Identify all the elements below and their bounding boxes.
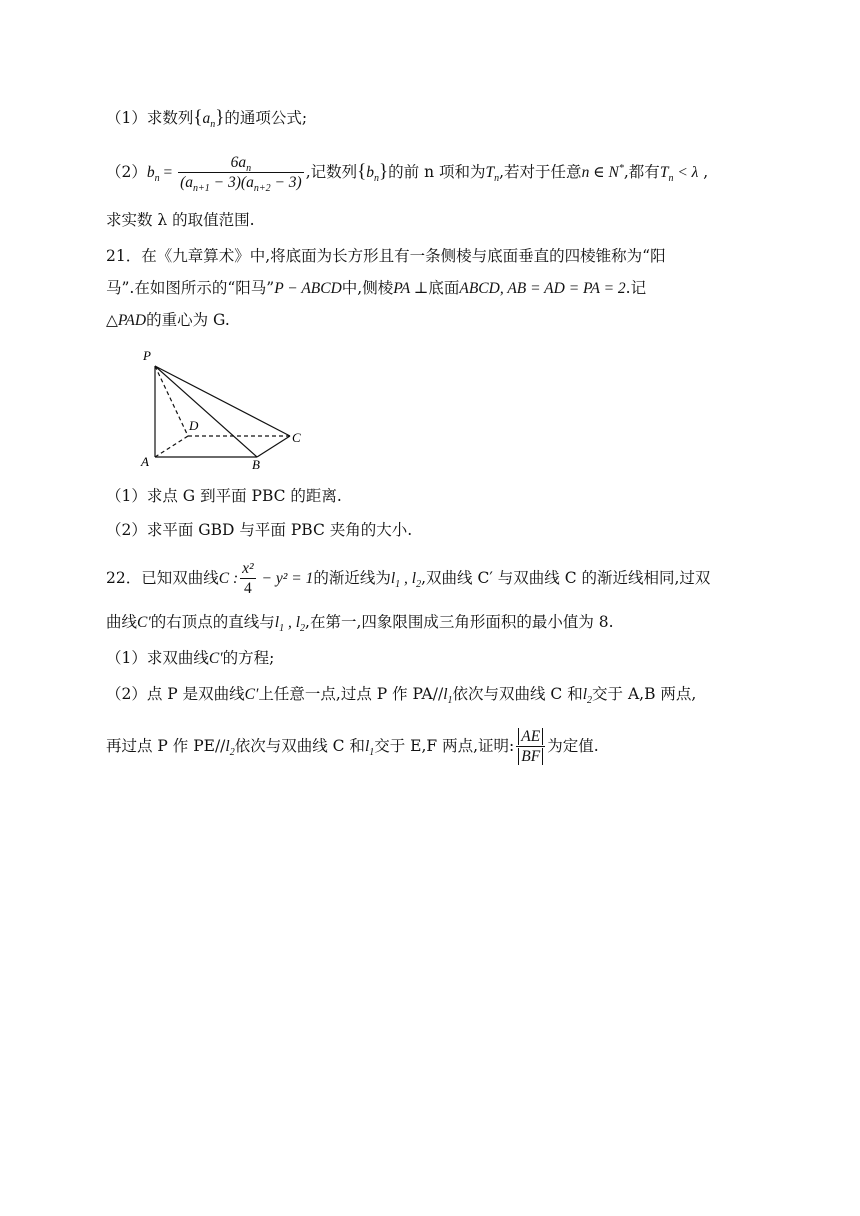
q21-part2: （2）求平面 GBD 与平面 PBC 夹角的大小.	[106, 521, 413, 539]
q22-part2-b: 上任意一点,过点 P 作 PA//	[258, 685, 444, 703]
q20-cond: n ∈ N*	[581, 162, 624, 181]
q21-line1: 21．在《九章算术》中,将底面为长方形且有一条侧棱与底面垂直的四棱锥称为“阳	[106, 247, 666, 265]
q22-part2-c: 依次与双曲线 C 和	[452, 685, 583, 703]
label-C: C	[292, 430, 301, 445]
q20-part2-label: （2）	[106, 163, 147, 181]
q22-part1-a: （1）求双曲线	[106, 649, 209, 667]
edge-AD	[155, 436, 188, 457]
q20-part1	[106, 106, 307, 131]
q21-line2-c: 底面	[428, 279, 460, 297]
q20-ineq: $T_n < \lambda$	[659, 164, 699, 185]
q22-part3-a: 再过点 P 作 PE//	[106, 737, 226, 755]
q22-part2	[106, 682, 696, 707]
q22-line1	[106, 556, 710, 601]
q20-seq: $\{a_n\}$	[193, 107, 225, 131]
q22-frac: $\frac{\text{x²}}{4}$	[242, 559, 254, 597]
q22-part3-d: 为定值.	[547, 737, 599, 755]
q20-seq-sub: n	[210, 119, 216, 131]
q20-fraction: $\frac{6a_n}{(a_{n+1} - 3)(a_{n+2} - 3)}$	[180, 153, 302, 194]
q22-line1-b: 的渐近线为	[313, 569, 391, 587]
q22-ratio: $\frac{AE}{BF}$	[516, 728, 545, 767]
q22-part2-l1: $l_1$	[443, 686, 453, 707]
q20-part2	[106, 150, 708, 195]
q22-part3	[106, 722, 599, 771]
q22-part3-l1: $l_1$	[364, 738, 375, 759]
q22-part2-a: （2）点 P 是双曲线	[106, 685, 245, 703]
q20-text4: ,都有	[623, 163, 660, 181]
q22-part3-c: 交于 E,F 两点,证明:	[374, 737, 515, 755]
q21-line2	[106, 276, 646, 301]
q20-text3: ,若对于任意	[499, 163, 582, 181]
q22-line2-b: 的右顶点的直线与	[150, 613, 275, 631]
q20-text1: ,记数列	[305, 163, 358, 181]
q21-math-eq: ABCD, AB = AD = PA = 2	[459, 280, 626, 297]
q22-eq: − y² = 1	[257, 570, 314, 587]
q20-part2-line2: 求实数 λ 的取值范围.	[106, 211, 255, 229]
q22-line1-a: 22．已知双曲线	[106, 569, 219, 587]
pyramid-figure	[130, 342, 310, 472]
label-A: A	[141, 454, 149, 469]
label-D: D	[189, 418, 199, 433]
q21-line2-d: .记	[625, 279, 647, 297]
q21-line3	[106, 308, 230, 333]
q22-line2-C: C′	[137, 614, 151, 631]
q22-part2-d: 交于 A,B 两点,	[592, 685, 697, 703]
label-P: P	[143, 348, 151, 363]
q20-seq-b: $\{b_n\}$	[357, 161, 389, 185]
q21-line2-b: 中,侧棱	[341, 279, 394, 297]
q21-line2-a: 马”.在如图所示的“阳马”	[106, 279, 275, 297]
q22-part2-l2: $l_2$	[582, 686, 593, 707]
q20-part1-label: （1）求数列	[106, 109, 194, 127]
q21-math-perp: PA ⊥	[393, 280, 429, 297]
q22-part1	[106, 646, 274, 671]
q21-math-pabcd: P − ABCD	[274, 280, 342, 297]
q22-part3-b: 依次与双曲线 C 和	[234, 737, 365, 755]
q22-line2-a: 曲线	[106, 613, 138, 631]
q22-part3-l2: $l_2$	[225, 738, 235, 759]
q20-text5: ,	[698, 163, 709, 181]
label-B: B	[252, 457, 260, 472]
q22-C: C :	[218, 570, 239, 587]
q20-seq-a: a	[202, 110, 211, 127]
q21-triangle: △PAD	[106, 312, 147, 329]
q20-T: $T_n$	[485, 164, 500, 185]
q22-line1-c: ,双曲线 C′ 与双曲线 C 的渐近线相同,过双	[421, 569, 711, 587]
q22-part1-b: 的方程;	[222, 649, 275, 667]
edge-PD	[155, 366, 188, 436]
q21-part1: （1）求点 G 到平面 PBC 的距离.	[106, 487, 342, 505]
q22-line2-c: ,在第一,四象限围成三角形面积的最小值为 8.	[305, 613, 614, 631]
q20-b-def: $b_n$ =	[146, 164, 177, 185]
q21-line3-text: 的重心为 G.	[146, 311, 230, 329]
q22-part2-C: C′	[244, 686, 259, 703]
q20-part1-text: 的通项公式;	[224, 109, 308, 127]
q20-text2: 的前 n 项和为	[388, 163, 486, 181]
q22-part1-C: C′	[208, 650, 223, 667]
q22-line2-l: $l_1$ , $l_2$	[274, 614, 306, 635]
q22-line2	[106, 610, 614, 635]
q22-l1l2: $l_1$ , $l_2$	[390, 570, 422, 591]
edge-BC	[257, 436, 290, 457]
